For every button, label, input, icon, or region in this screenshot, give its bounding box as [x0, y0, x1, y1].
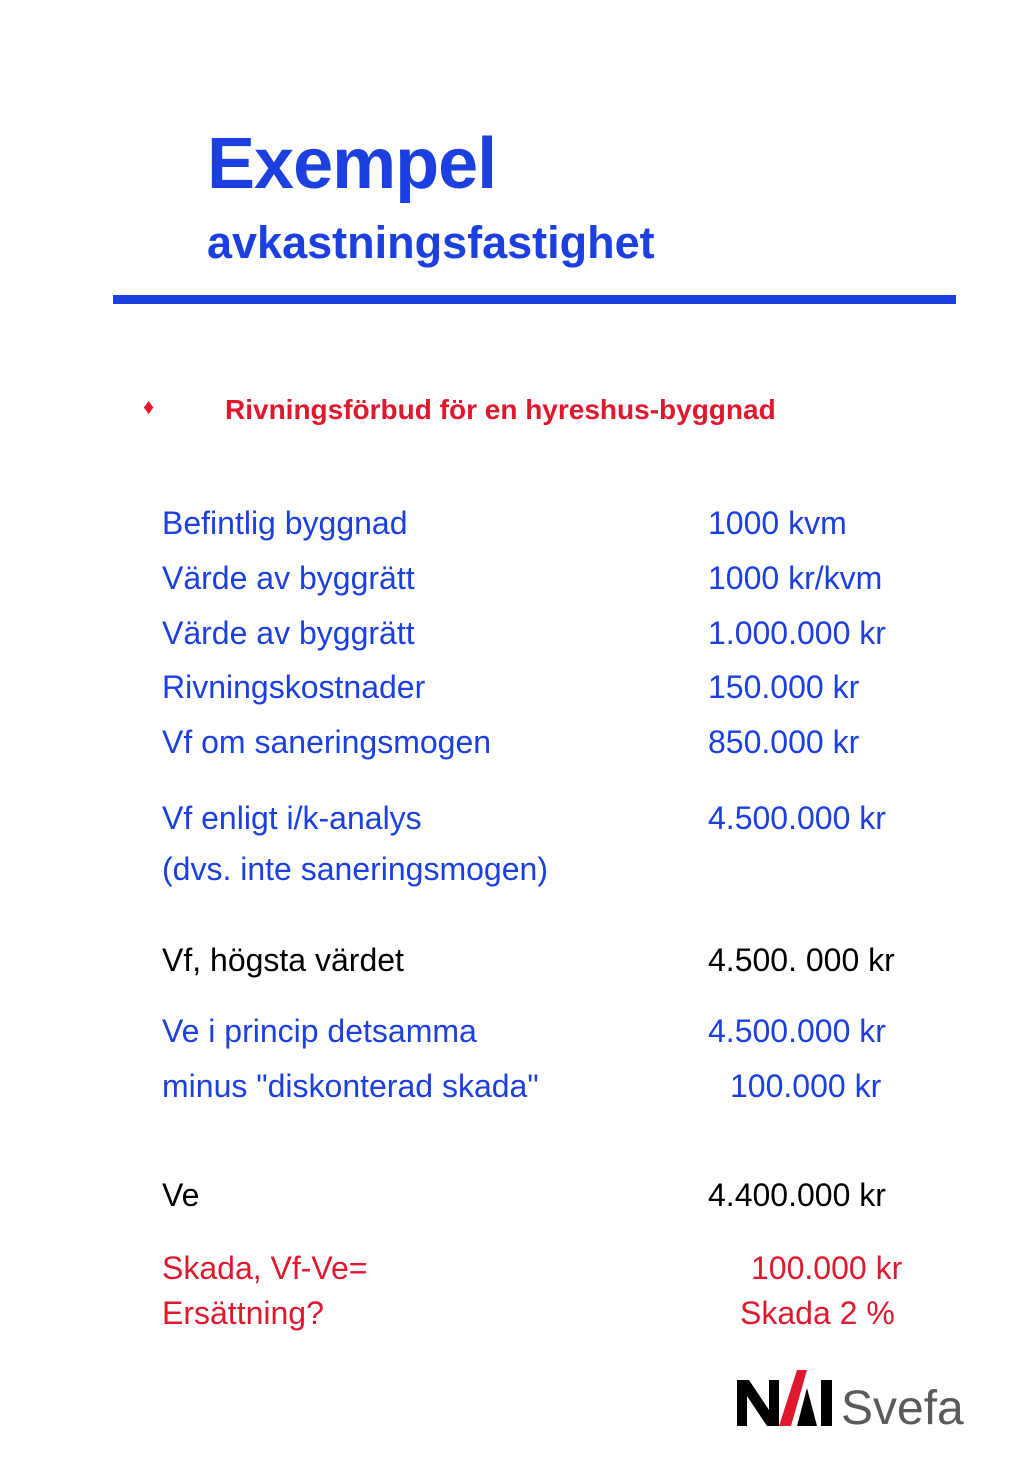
- row-value: 4.500. 000 kr: [708, 942, 895, 978]
- row-label: Skada, Vf-Ve=: [162, 1250, 368, 1286]
- page-subtitle: avkastningsfastighet: [207, 217, 655, 268]
- row-label: (dvs. inte saneringsmogen): [162, 851, 548, 887]
- row-value: 4.500.000 kr: [708, 800, 886, 836]
- diamond-bullet-icon: ♦: [143, 394, 155, 419]
- row-value: 4.500.000 kr: [708, 1013, 886, 1049]
- row-label: Värde av byggrätt: [162, 615, 415, 651]
- row-label: minus "diskonterad skada": [162, 1068, 539, 1104]
- row-label: Vf enligt i/k-analys: [162, 800, 422, 836]
- row-label: Befintlig byggnad: [162, 505, 408, 541]
- bullet-heading: Rivningsförbud för en hyreshus-byggnad: [225, 394, 776, 425]
- row-label: Rivningskostnader: [162, 669, 426, 705]
- row-label: Värde av byggrätt: [162, 560, 415, 596]
- row-value: 1.000.000 kr: [708, 615, 886, 651]
- page-title: Exempel: [207, 124, 497, 204]
- row-value: 100.000 kr: [730, 1068, 882, 1104]
- row-value: 100.000 kr: [751, 1250, 903, 1286]
- row-value: 4.400.000 kr: [708, 1177, 886, 1213]
- row-value: 1000 kr/kvm: [708, 560, 883, 596]
- row-label: Ersättning?: [162, 1295, 324, 1331]
- row-value: 150.000 kr: [708, 669, 860, 705]
- row-label: Ve i princip detsamma: [162, 1013, 477, 1049]
- row-value: Skada 2 %: [740, 1295, 895, 1331]
- row-value: 1000 kvm: [708, 505, 847, 541]
- row-label: Vf om saneringsmogen: [162, 724, 492, 760]
- nai-svefa-logo: [735, 1364, 995, 1436]
- row-label: Vf, högsta värdet: [162, 942, 404, 978]
- title-divider: [113, 295, 956, 304]
- row-value: 850.000 kr: [708, 724, 860, 760]
- row-label: Ve: [162, 1177, 200, 1213]
- logo-wordmark: Svefa: [841, 1382, 964, 1435]
